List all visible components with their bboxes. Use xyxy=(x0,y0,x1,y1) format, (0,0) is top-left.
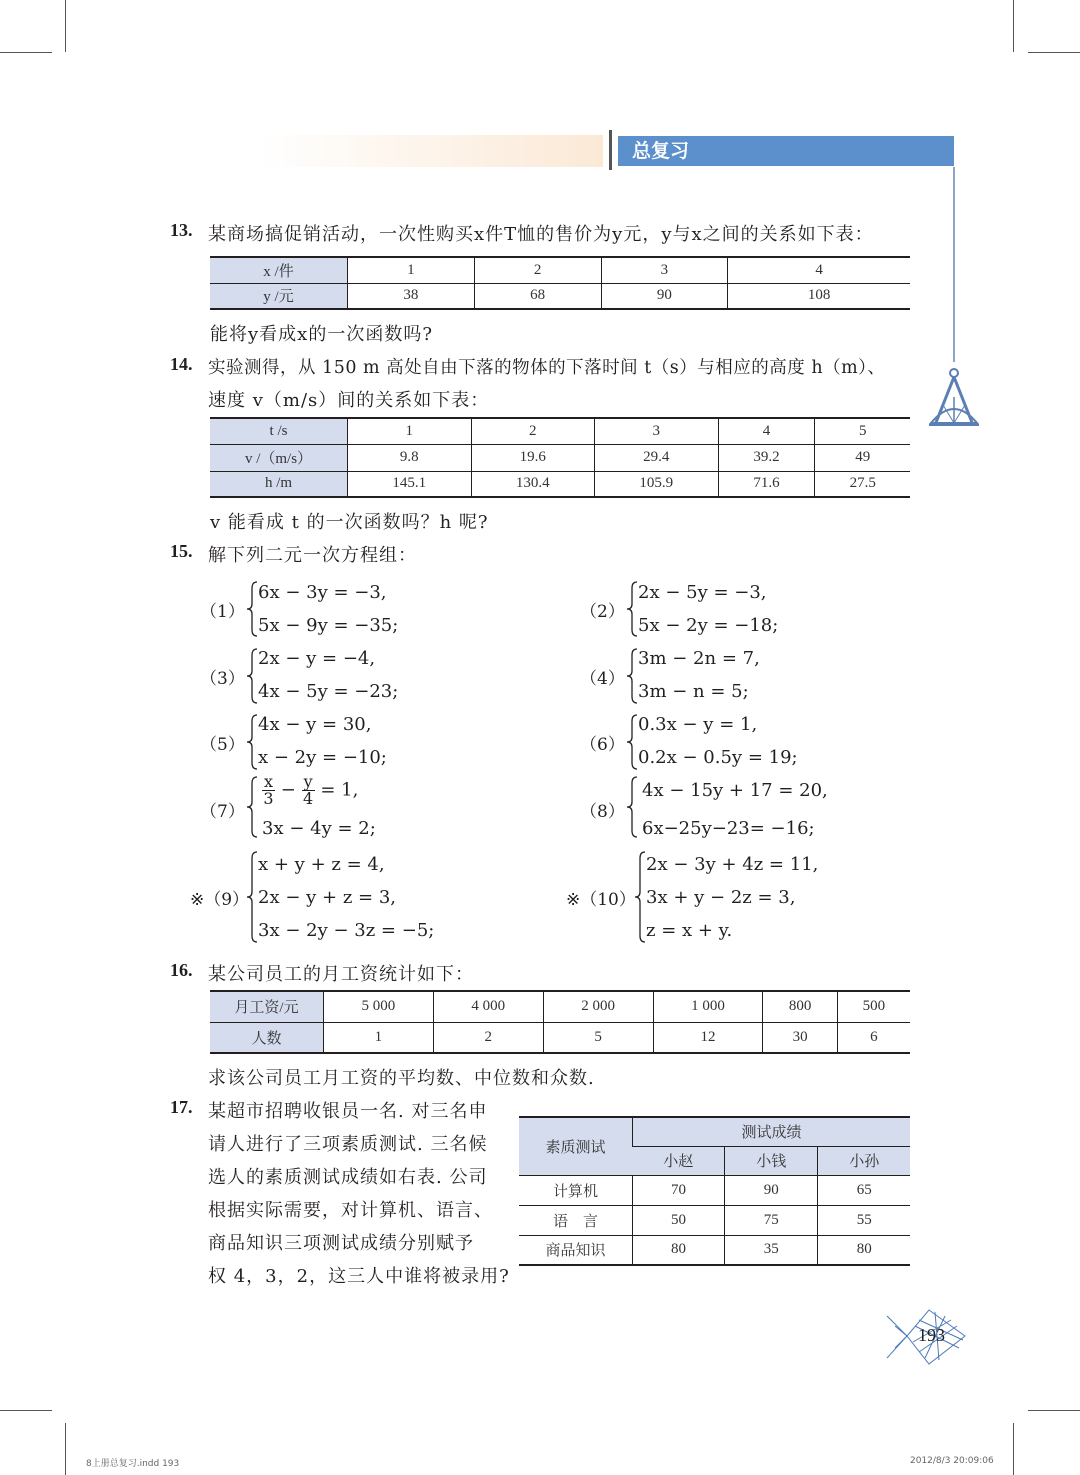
numerator: x xyxy=(264,772,274,791)
equation: 0.3x − y = 1, xyxy=(638,714,758,735)
denominator: 4 xyxy=(303,789,314,808)
table-cell: 55 xyxy=(818,1205,910,1235)
equation-fraction xyxy=(262,774,358,807)
equation: 3x + y − 2z = 3, xyxy=(646,887,796,908)
numerator: y xyxy=(303,772,313,791)
table-cell: 35 xyxy=(724,1235,818,1265)
table-cell: 800 xyxy=(763,991,837,1022)
system-label: （7） xyxy=(200,802,245,822)
brace-icon xyxy=(246,580,258,638)
table-cell: 3 xyxy=(595,418,719,444)
crop-mark xyxy=(1013,0,1014,52)
banner-separator xyxy=(609,130,612,170)
table-cell: 6 xyxy=(837,1022,910,1053)
brace-icon xyxy=(246,647,258,705)
footer-filename: 8上册总复习.indd 193 xyxy=(86,1459,180,1469)
table-cell: 3 xyxy=(601,257,728,283)
q17-number: 17. xyxy=(170,1097,193,1117)
table-row-label: 商品知识 xyxy=(545,1243,606,1260)
equation: 2x − y + z = 3, xyxy=(258,887,397,908)
table-cell: 1 xyxy=(324,1022,434,1053)
system-label: （2） xyxy=(580,602,625,622)
equation: 4x − y = 30, xyxy=(258,714,372,735)
system-label: （1） xyxy=(200,602,245,622)
equation: 6x−25y−23= −16; xyxy=(642,818,815,839)
equation: 2x − 3y + 4z = 11, xyxy=(646,854,819,875)
q17-line: 某超市招聘收银员一名. 对三名申 xyxy=(208,1101,488,1122)
q17-line: 权 4，3，2，这三人中谁将被录用? xyxy=(208,1266,510,1287)
brace-icon xyxy=(626,580,638,638)
table-cell: 68 xyxy=(474,283,601,309)
crop-mark xyxy=(1028,1410,1080,1411)
system-label: （6） xyxy=(580,735,625,755)
table-cell: 1 000 xyxy=(653,991,763,1022)
side-rule xyxy=(953,167,955,362)
q14-question: v 能看成 t 的一次函数吗？h 呢? xyxy=(210,512,489,533)
page-number: 193 xyxy=(918,1325,945,1345)
equation: x + y + z = 4, xyxy=(258,854,385,875)
table-cell: 39.2 xyxy=(718,444,815,471)
q15-number: 15. xyxy=(170,541,193,561)
table-cell: 2 xyxy=(471,418,595,444)
table-cell: 9.8 xyxy=(348,444,472,471)
equation: 3m − n = 5; xyxy=(638,681,749,702)
table-cell: 2 xyxy=(433,1022,543,1053)
q16-number: 16. xyxy=(170,960,193,980)
brace-icon xyxy=(246,775,258,839)
system-label: ※（9） xyxy=(190,890,250,910)
fraction xyxy=(302,774,315,807)
table-cell: 145.1 xyxy=(348,471,472,497)
table-cell: 105.9 xyxy=(595,471,719,497)
table-row-label: 人数 xyxy=(210,1022,324,1053)
table-column-header: 小孙 xyxy=(818,1146,910,1175)
table-cell: 4 000 xyxy=(433,991,543,1022)
q16-text: 某公司员工的月工资统计如下： xyxy=(208,964,474,985)
table-cell: 4 xyxy=(718,418,815,444)
table-cell: 49 xyxy=(815,444,910,471)
table-cell: 29.4 xyxy=(595,444,719,471)
crop-mark xyxy=(65,0,66,52)
table-cell: 2 xyxy=(474,257,601,283)
table-row-label: v /（m/s） xyxy=(210,444,348,471)
table-cell: 71.6 xyxy=(718,471,815,497)
crop-mark xyxy=(0,52,52,53)
brace-icon xyxy=(626,647,638,705)
table-cell: 30 xyxy=(763,1022,837,1053)
table-cell: 5 xyxy=(815,418,910,444)
fraction xyxy=(262,774,275,807)
table-cell: 1 xyxy=(348,418,472,444)
compass-icon xyxy=(925,365,983,433)
table-column-header: 小赵 xyxy=(633,1146,725,1175)
equation: 3m − 2n = 7, xyxy=(638,648,760,669)
q17-table xyxy=(519,1116,910,1266)
equation: 4x − 15y + 17 = 20, xyxy=(642,780,828,801)
system-label: （3） xyxy=(200,669,245,689)
equation: 0.2x − 0.5y = 19; xyxy=(638,747,798,768)
crop-mark xyxy=(1028,52,1080,53)
equation: 4x − 5y = −23; xyxy=(258,681,399,702)
q15-text: 解下列二元一次方程组： xyxy=(208,545,417,566)
q14-table xyxy=(210,417,910,498)
system-label: （5） xyxy=(200,735,245,755)
equation: 6x − 3y = −3, xyxy=(258,582,387,603)
brace-icon xyxy=(634,850,646,944)
q16-table xyxy=(210,990,910,1054)
q13-question: 能将y看成x的一次函数吗? xyxy=(210,324,433,345)
section-title: 总复习 xyxy=(618,136,954,166)
q13-number: 13. xyxy=(170,220,193,240)
table-cell: 90 xyxy=(601,283,728,309)
equation: 3x − 2y − 3z = −5; xyxy=(258,920,435,941)
table-cell: 90 xyxy=(724,1175,818,1205)
equation: 5x − 2y = −18; xyxy=(638,615,779,636)
equation-rest: = 1, xyxy=(320,779,359,801)
table-row-label: 计算机 xyxy=(519,1175,633,1205)
table-cell: 27.5 xyxy=(815,471,910,497)
table-cell: 38 xyxy=(348,283,475,309)
system-label: （4） xyxy=(580,669,625,689)
brace-icon xyxy=(246,713,258,771)
table-cell: 12 xyxy=(653,1022,763,1053)
table-row-label: h /m xyxy=(210,471,348,497)
equation: 3x − 4y = 2; xyxy=(262,818,376,839)
brace-icon xyxy=(246,850,258,944)
table-cell: 5 xyxy=(543,1022,653,1053)
table-column-header: 小钱 xyxy=(724,1146,818,1175)
table-row-label: 月工资/元 xyxy=(210,991,324,1022)
table-cell: 65 xyxy=(818,1175,910,1205)
equation: 2x − 5y = −3, xyxy=(638,582,767,603)
q17-line: 根据实际需要，对计算机、语言、 xyxy=(208,1200,493,1221)
equation: 5x − 9y = −35; xyxy=(258,615,399,636)
equation: 2x − y = −4, xyxy=(258,648,376,669)
table-row-label: x /件 xyxy=(210,257,348,283)
operator: − xyxy=(280,779,296,801)
brace-icon xyxy=(626,775,638,839)
q17-line: 请人进行了三项素质测试. 三名候 xyxy=(208,1134,488,1155)
table-cell: 4 xyxy=(728,257,910,283)
q16-question: 求该公司员工月工资的平均数、中位数和众数. xyxy=(208,1068,595,1089)
system-label: （8） xyxy=(580,802,625,822)
q14-text-line2: 速度 v（m/s）间的关系如下表： xyxy=(208,390,490,411)
banner-gradient xyxy=(258,135,603,167)
equation: x − 2y = −10; xyxy=(258,747,387,768)
table-row-label: 语 言 xyxy=(519,1205,633,1235)
table-cell: 108 xyxy=(728,283,910,309)
table-corner: 素质测试 xyxy=(519,1117,633,1175)
q14-text-line1: 实验测得，从 150 m 高处自由下落的物体的下落时间 t（s）与相应的高度 h（m）、 xyxy=(208,358,886,378)
system-label: ※（10） xyxy=(566,890,636,910)
brace-icon xyxy=(626,713,638,771)
q14-number: 14. xyxy=(170,354,193,374)
table-row-label: t /s xyxy=(210,418,348,444)
table-cell: 19.6 xyxy=(471,444,595,471)
table-group-header: 测试成绩 xyxy=(633,1117,911,1146)
table-cell: 50 xyxy=(633,1205,725,1235)
q17-line: 选人的素质测试成绩如右表. 公司 xyxy=(208,1167,488,1188)
footer-timestamp: 2012/8/3 20:09:06 xyxy=(910,1456,994,1466)
crop-mark xyxy=(0,1410,52,1411)
table-cell: 80 xyxy=(818,1235,910,1265)
table-cell: 130.4 xyxy=(471,471,595,497)
table-row-label: y /元 xyxy=(210,283,348,309)
q17-line: 商品知识三项测试成绩分别赋予 xyxy=(208,1233,474,1254)
crop-mark xyxy=(1013,1423,1014,1475)
table-cell: 5 000 xyxy=(324,991,434,1022)
q13-text: 某商场搞促销活动，一次性购买x件T恤的售价为y元，y与x之间的关系如下表： xyxy=(208,224,874,245)
table-cell: 500 xyxy=(837,991,910,1022)
table-cell: 75 xyxy=(724,1205,818,1235)
table-cell: 1 xyxy=(348,257,475,283)
q13-table xyxy=(210,256,910,310)
table-cell: 80 xyxy=(633,1235,725,1265)
table-cell: 2 000 xyxy=(543,991,653,1022)
crop-mark xyxy=(65,1423,66,1475)
equation: z = x + y. xyxy=(646,920,733,941)
denominator: 3 xyxy=(263,789,274,808)
table-cell: 70 xyxy=(633,1175,725,1205)
